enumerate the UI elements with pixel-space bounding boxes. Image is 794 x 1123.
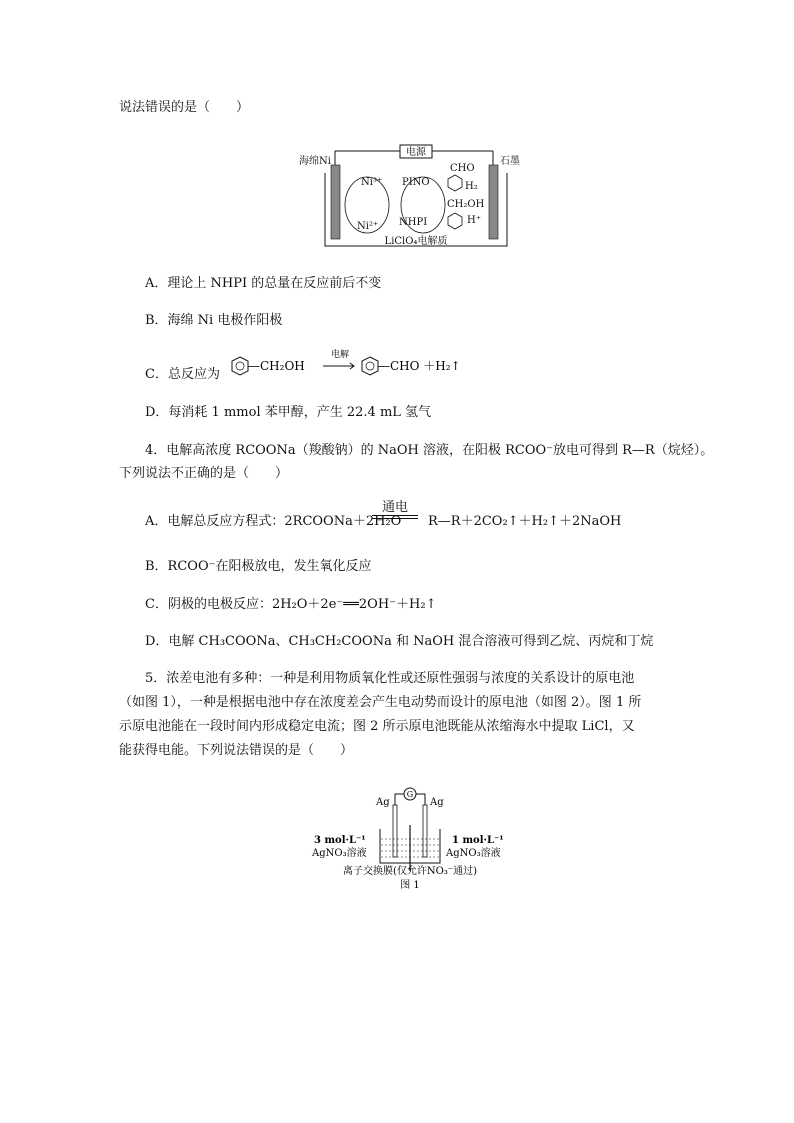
right-electrode [489,165,498,239]
benzaldehyde-ring [448,175,462,191]
benzene-ring-left [232,357,248,375]
electrolyte-label: LiClO₄电解质 [384,236,448,247]
hplus-label: H⁺ [467,215,481,226]
q3-option-b: B．海绵 Ni 电极作阳极 [145,313,283,328]
left-ag-electrode [393,805,397,857]
right-ag-label: Ag [430,797,444,808]
left-soln-label: AgNO₃溶液 [312,848,367,859]
q5-line3: 示原电池能在一段时间内形成稳定电流；图 2 所示原电池既能从浓缩海水中提取 LiCl，又 [119,719,635,734]
pino-label: PINO [402,177,430,188]
q4-option-d: D．电解 CH₃COONa、CH₃CH₂COONa 和 NaOH 混合溶液可得到乙烷、丙烷和丁烷 [145,634,654,649]
q5-concentration-cell-figure [310,785,510,895]
q3-option-d: D．每消耗 1 mmol 苯甲醇，产生 22.4 mL 氢气 [145,405,432,420]
ch2oh-text: —CH₂OH [248,359,305,373]
membrane-label: 离子交换膜(仅允许NO₃⁻通过) [342,866,478,877]
power-label: 电源 [406,147,426,158]
right-ag-electrode [423,805,427,857]
left-electrode-label: 海绵Ni [299,156,331,167]
right-soln-label: AgNO₃溶液 [446,848,501,859]
q5-line1: 5．浓差电池有多种：一种是利用物质氧化性或还原性强弱与浓度的关系设计的原电池 [145,671,635,686]
cho-label: CHO [450,163,475,174]
q4-option-a-suffix: R—R＋2CO₂↑＋H₂↑＋2NaOH [428,514,622,529]
benzene-ring-right [362,357,378,375]
q4-electrify-condition: 通电 [381,500,408,515]
left-electrode [331,165,340,239]
q3-option-a: A．理论上 NHPI 的总量在反应前后不变 [145,276,382,291]
right-electrode-label: 石墨 [500,156,520,167]
figure-caption: 图 1 [400,880,420,891]
q3-electrolysis-figure [295,143,525,253]
ch2oh-label: CH₂OH [447,199,485,210]
q3-option-c-prefix: C．总反应为 [145,367,220,382]
right-conc-label: 1 mol·L⁻¹ [452,835,504,846]
galvanometer-label: G [406,790,414,799]
benzyl-alcohol-ring [448,213,462,229]
left-conc-label: 3 mol·L⁻¹ [314,835,366,846]
q4-option-b: B．RCOO⁻在阳极放电，发生氧化反应 [145,559,372,574]
ni3-label: Ni³⁺ [361,177,383,188]
cho-text: —CHO ＋H₂↑ [378,359,461,373]
nhpi-label: NHPI [399,217,428,228]
q4-option-a-prefix: A．电解总反应方程式：2RCOONa＋2H₂O [145,514,402,529]
q3-option-c-equation [228,348,488,382]
left-ag-label: Ag [376,797,390,808]
q4-option-c: C．阴极的电极反应：2H₂O＋2e⁻══2OH⁻＋H₂↑ [145,597,437,612]
ni2-label: Ni²⁺ [357,221,379,232]
q4-stem-line1: 4．电解高浓度 RCOONa（羧酸钠）的 NaOH 溶液，在阳极 RCOO⁻放电可得到 R—R（烷烃）。 [145,443,714,458]
q3-stem-tail: 说法错误的是（ ） [119,100,250,115]
q5-line4: 能获得电能。下列说法错误的是（ ） [119,743,354,758]
q4-stem-line2: 下列说法不正确的是（ ） [119,466,289,481]
q4-equals-sign [372,515,418,519]
q5-line2: （如图 1），一种是根据电池中存在浓度差会产生电动势而设计的原电池（如图 2）。图 1 所 [119,695,642,710]
h2-label: H₂ [465,181,478,192]
electrolysis-condition: 电解 [330,350,350,360]
